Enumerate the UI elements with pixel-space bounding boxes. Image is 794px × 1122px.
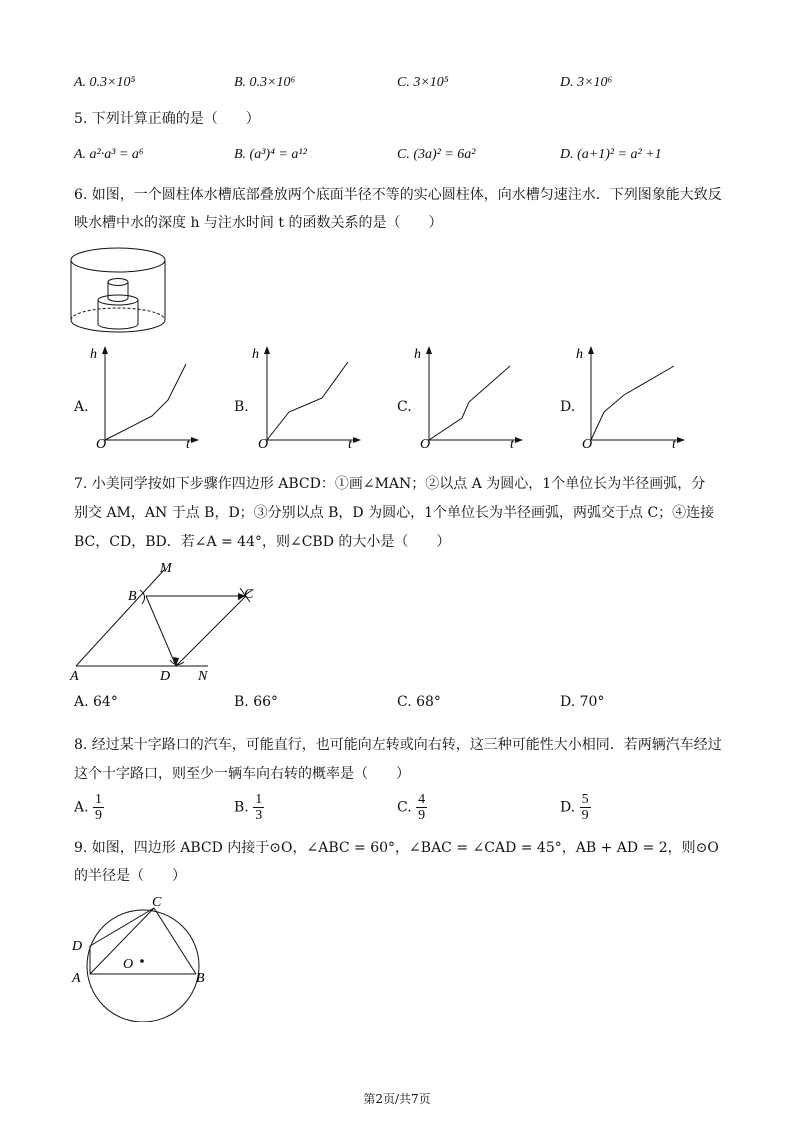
q7-label-c: C <box>244 587 254 602</box>
q9-label-d: D <box>72 939 83 954</box>
graph-b-axis-t: t <box>348 437 352 450</box>
q9-stem-line2: 的半径是（ ） <box>74 868 186 884</box>
q9-stem-line1: 9. 如图，四边形 ABCD 内接于⊙O，∠ABC = 60°，∠BAC = ∠CAD = 45°，AB + AD = 2，则⊙O <box>74 840 719 856</box>
q8-option-a <box>74 792 104 823</box>
q6-option-d-label: D. <box>560 399 576 415</box>
graph-c-axis-h: h <box>414 347 421 362</box>
q5-option-d: D. (a+1)² = a² +1 <box>560 147 662 162</box>
q7-label-m: M <box>160 561 172 576</box>
graph-a-axis-t: t <box>186 437 190 450</box>
q5-option-b: B. (a³)⁴ = a¹² <box>234 147 307 162</box>
q7-option-a: A. 64° <box>74 694 118 710</box>
q8-option-a-label: A. <box>74 799 89 816</box>
graph-a-origin: O <box>96 437 107 450</box>
q8-option-b-den: 3 <box>255 808 263 823</box>
q8-option-d-num: 5 <box>581 792 589 807</box>
q8-option-d-den: 9 <box>581 808 589 823</box>
graph-d-axis-t: t <box>672 437 676 450</box>
graph-d-origin: O <box>582 437 593 450</box>
q9-label-a: A <box>72 971 81 986</box>
q4-option-d: D. 3×10⁶ <box>560 75 613 90</box>
q6-option-a-label: A. <box>74 399 89 415</box>
q9-label-o: O <box>123 957 134 972</box>
q9-figure <box>68 888 218 1022</box>
q7-option-c: C. 68° <box>397 694 441 710</box>
q7-stem-line1: 7. 小美同学按如下步骤作四边形 ABCD：①画∠MAN；②以点 A 为圆心，1个单位长为半径画弧，分 <box>74 476 706 492</box>
graph-c-origin: O <box>420 437 431 450</box>
q7-label-a: A <box>70 669 79 682</box>
q8-option-c-num: 4 <box>418 792 426 807</box>
q6-graph-a <box>90 340 200 450</box>
q8-option-c <box>397 792 427 823</box>
q8-option-a-num: 1 <box>95 792 103 807</box>
page-footer: 第2页/共7页 <box>363 1092 431 1106</box>
q5-option-a: A. a²·a³ = a⁶ <box>74 147 144 162</box>
q8-option-b <box>234 792 264 823</box>
q7-label-d: D <box>160 669 171 682</box>
q7-label-b: B <box>128 589 137 604</box>
q8-option-b-num: 1 <box>255 792 263 807</box>
q7-figure <box>68 560 268 682</box>
graph-c-axis-t: t <box>510 437 514 450</box>
q5-stem: 5. 下列计算正确的是（ ） <box>74 111 260 127</box>
q4-option-c: C. 3×10⁵ <box>397 75 449 90</box>
q8-option-c-den: 9 <box>418 808 426 823</box>
q9-label-c: C <box>152 895 162 910</box>
graph-b-axis-h: h <box>252 347 259 362</box>
q8-option-d-label: D. <box>560 799 576 816</box>
q6-stem-line1: 6. 如图，一个圆柱体水槽底部叠放两个底面半径不等的实心圆柱体，向水槽匀速注水．下列图象能大致反 <box>74 187 722 203</box>
q8-option-c-label: C. <box>397 799 412 816</box>
q9-label-b: B <box>196 971 205 986</box>
q4-option-a: A. 0.3×10⁵ <box>74 75 136 90</box>
q6-graph-c <box>414 340 524 450</box>
q7-option-d: D. 70° <box>560 694 605 710</box>
graph-b-origin: O <box>258 437 269 450</box>
q8-option-a-den: 9 <box>95 808 103 823</box>
q6-stem-line2: 映水槽中水的深度 h 与注水时间 t 的函数关系的是（ ） <box>74 215 443 231</box>
q6-graph-d <box>576 340 686 450</box>
q8-option-b-label: B. <box>234 799 249 816</box>
q8-option-d <box>560 792 591 823</box>
q7-option-b: B. 66° <box>234 694 279 710</box>
q5-option-c: C. (3a)² = 6a² <box>397 147 476 162</box>
q6-graph-b <box>252 340 362 450</box>
q8-stem-line2: 这个十字路口，则至少一辆车向右转的概率是（ ） <box>74 766 410 782</box>
graph-a-axis-h: h <box>90 347 97 362</box>
graph-d-axis-h: h <box>576 347 583 362</box>
q7-stem-line3: BC，CD，BD．若∠A = 44°，则∠CBD 的大小是（ ） <box>74 534 451 550</box>
q4-option-b: B. 0.3×10⁶ <box>234 75 296 90</box>
q6-option-c-label: C. <box>397 399 412 415</box>
q8-stem-line1: 8. 经过某十字路口的汽车，可能直行，也可能向左转或向右转，这三种可能性大小相同．若两辆汽车经过 <box>74 737 722 753</box>
q7-label-n: N <box>198 669 208 682</box>
q6-option-b-label: B. <box>234 399 249 415</box>
q6-tank-figure <box>66 242 176 342</box>
q7-stem-line2: 别交 AM，AN 于点 B，D；③分别以点 B，D 为圆心，1个单位长为半径画弧，两弧交于点 C；④连接 <box>74 505 715 521</box>
